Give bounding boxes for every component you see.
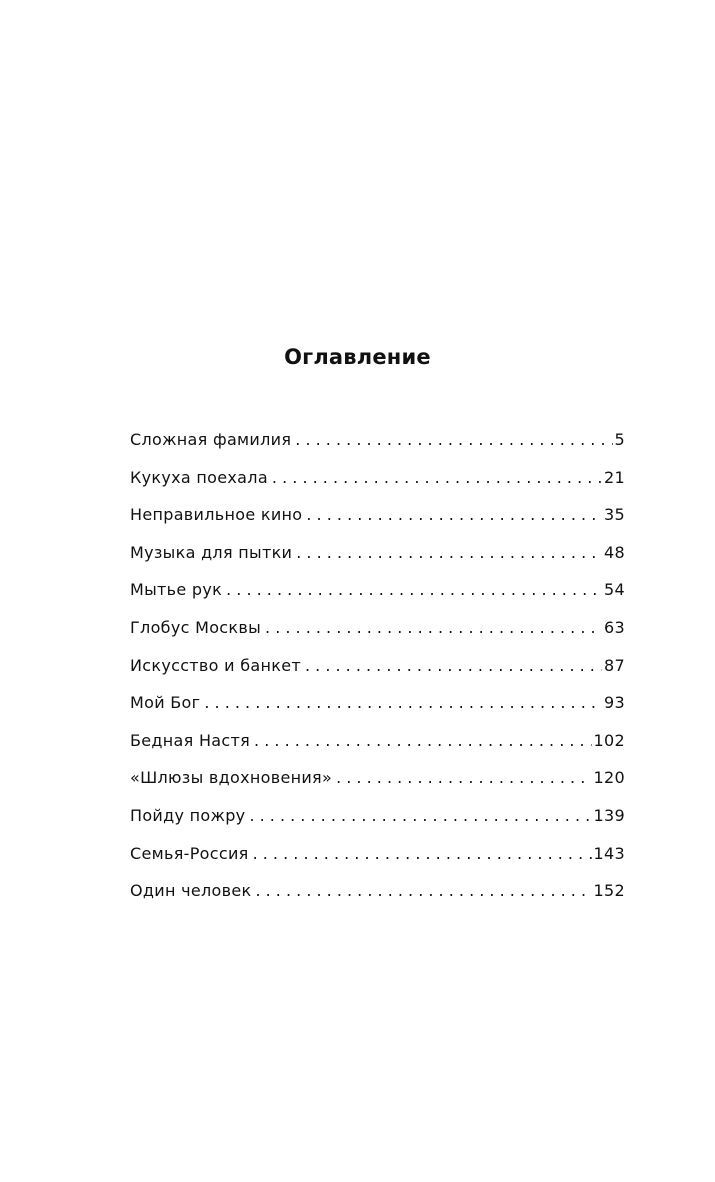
dot-leader: [249, 802, 591, 830]
toc-entry-title: Глобус Москвы: [130, 617, 262, 637]
dot-leader: [306, 501, 602, 529]
toc-entry[interactable]: [130, 426, 625, 464]
toc-entry[interactable]: [130, 539, 625, 577]
toc-entry-title: Семья-Россия: [130, 843, 249, 863]
toc-entry-page: 21: [604, 467, 625, 487]
toc-entry-title: Бедная Настя: [130, 730, 251, 750]
toc-entry-page: 93: [604, 693, 625, 713]
toc-entry-title: Неправильное кино: [130, 505, 303, 525]
dot-leader: [254, 727, 592, 755]
toc-entry-page: 87: [604, 655, 625, 675]
toc-entry-page: 102: [593, 730, 625, 750]
dot-leader: [272, 464, 602, 492]
toc-heading: Оглавление: [284, 345, 431, 369]
toc-entry[interactable]: [130, 877, 625, 915]
toc-entry-title: Один человек: [130, 881, 252, 901]
dot-leader: [253, 840, 592, 868]
dot-leader: [295, 426, 612, 454]
toc-entry-page: 139: [593, 805, 625, 825]
toc-entry[interactable]: [130, 802, 625, 840]
toc-entry-title: Музыка для пытки: [130, 542, 293, 562]
toc-entry-page: 152: [593, 881, 625, 901]
toc-entry-title: Кукуха поехала: [130, 467, 268, 487]
toc-entry-title: Мытье рук: [130, 580, 223, 600]
toc-entry[interactable]: [130, 652, 625, 690]
toc-entry-title: «Шлюзы вдохновения»: [130, 768, 333, 788]
toc-entry-title: Сложная фамилия: [130, 430, 292, 449]
toc-entry-page: 63: [604, 617, 625, 637]
toc-entry[interactable]: [130, 689, 625, 727]
dot-leader: [226, 576, 602, 604]
dot-leader: [296, 539, 602, 567]
toc-entry-title: Искусство и банкет: [130, 655, 301, 675]
toc-entry[interactable]: [130, 614, 625, 652]
toc-entry-page: 143: [593, 843, 625, 863]
toc-entry-page: 54: [604, 580, 625, 600]
toc-entry-title: Мой Бог: [130, 693, 201, 713]
toc-entry[interactable]: [130, 764, 625, 802]
table-of-contents: [130, 426, 625, 915]
toc-entry[interactable]: [130, 727, 625, 765]
dot-leader: [305, 652, 602, 680]
toc-entry[interactable]: [130, 501, 625, 539]
toc-entry-page: 5: [614, 430, 625, 449]
toc-entry-title: Пойду пожру: [130, 805, 246, 825]
toc-entry-page: 120: [593, 768, 625, 788]
toc-entry-page: 35: [604, 505, 625, 525]
dot-leader: [265, 614, 602, 642]
dot-leader: [336, 764, 591, 792]
toc-entry[interactable]: [130, 840, 625, 878]
toc-entry[interactable]: [130, 576, 625, 614]
dot-leader: [204, 689, 602, 717]
toc-entry[interactable]: [130, 464, 625, 502]
dot-leader: [255, 877, 591, 905]
toc-entry-page: 48: [604, 542, 625, 562]
